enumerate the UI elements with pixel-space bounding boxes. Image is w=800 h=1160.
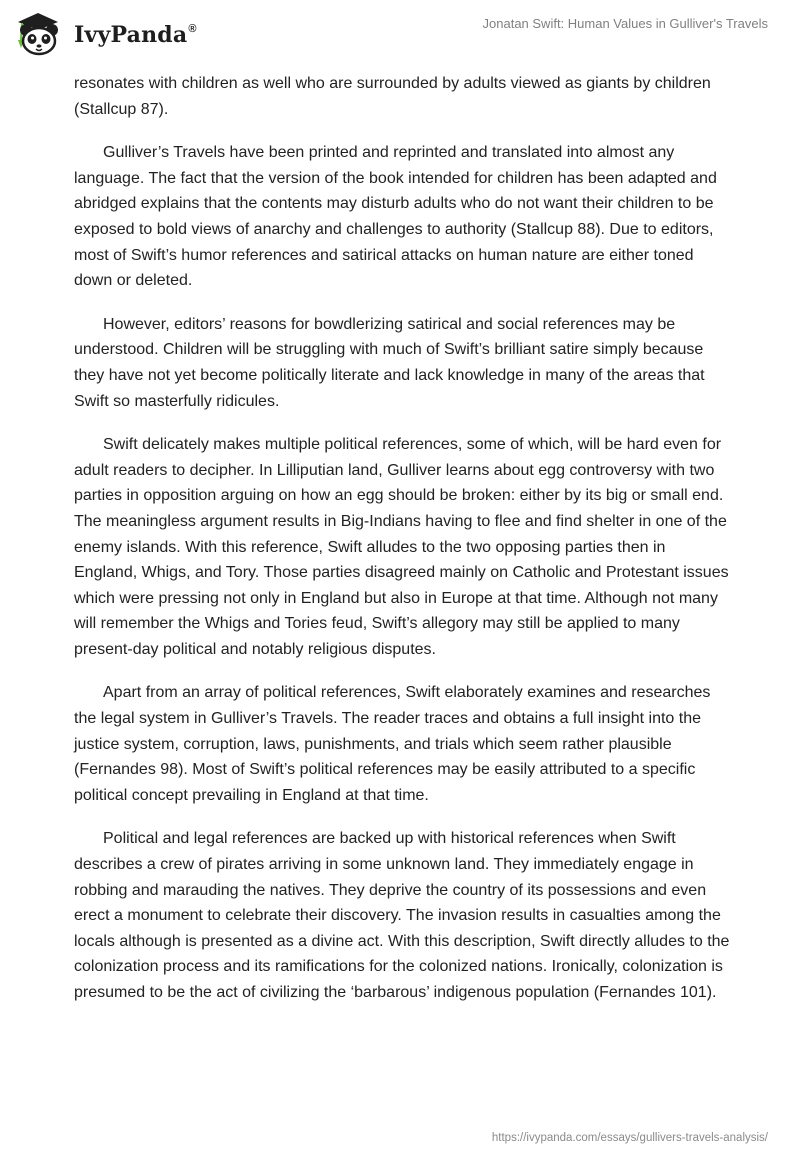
logo[interactable] xyxy=(12,8,197,58)
paragraph: Gulliver’s Travels have been printed and reprinted and translated into almost any language. The fact that the version of the book intended for children has been adapted and abridged explains that the contents may disturb adults who do not want their children to be exposed to bold views of anarchy and challenges to authority (Stallcup 88). Due to editors, most of Swift’s humor references and satirical attacks on human nature are either toned down or deleted. xyxy=(74,144,717,290)
brand-name: IvyPanda® xyxy=(74,22,197,48)
paragraph: Apart from an array of political references, Swift elaborately examines and researches the legal system in Gulliver’s Travels. The reader traces and obtains a full insight into the justice system, corruption, laws, punishments, and trials which seem rather plausible (Fernandes 98). Most of Swift’s political references may be easily attributed to a specific political concept prevailing in England at that time. xyxy=(74,684,711,804)
paragraph: Political and legal references are backed up with historical references when Swift describes a crew of pirates arriving in some unknown land. They immediately engage in robbing and marauding the natives. They deprive the country of its possessions and even erect a monument to celebrate their discovery. The invasion results in casualties among the locals although is presented as a divine act. With this description, Swift directly alludes to the colonization process and its ramifications for the colonized nations. Ironically, colonization is presumed to be the act of civilizing the ‘barbarous’ indigenous population (Fernandes 101). xyxy=(74,830,730,1001)
paragraph: resonates with children as well who are surrounded by adults viewed as giants by children (Stallcup 87). xyxy=(74,75,711,118)
panda-graduate-icon xyxy=(12,8,68,58)
page-header xyxy=(0,0,800,70)
paragraph: However, editors’ reasons for bowdlerizing satirical and social references may be understood. Children will be struggling with much of Swift’s brilliant satire simply because they have not yet become politically literate and lack knowledge in many of the areas that Swift so masterfully ridicules. xyxy=(74,315,705,410)
essay-body xyxy=(74,71,730,1024)
document-title: Jonatan Swift: Human Values in Gulliver's Travels xyxy=(482,16,768,31)
paragraph: Swift delicately makes multiple political references, some of which, will be hard even for adult readers to decipher. In Lilliputian land, Gulliver learns about egg controversy with two parties in opposition arguing on how an egg should be broken: either by its big or small end. The meaningless argument results in Big-Indians having to flee and find shelter in one of the enemy islands. With this reference, Swift alludes to the two opposing parties then in England, Whigs, and Tory. Those parties disagreed mainly on Catholic and Protestant issues which were pressing not only in England but also in Europe at that time. Although not many will remember the Whigs and Tories feud, Swift’s allegory may still be applied to many present-day political and notably religious disputes. xyxy=(74,436,729,658)
source-url[interactable]: https://ivypanda.com/essays/gullivers-travels-analysis/ xyxy=(491,1132,768,1144)
